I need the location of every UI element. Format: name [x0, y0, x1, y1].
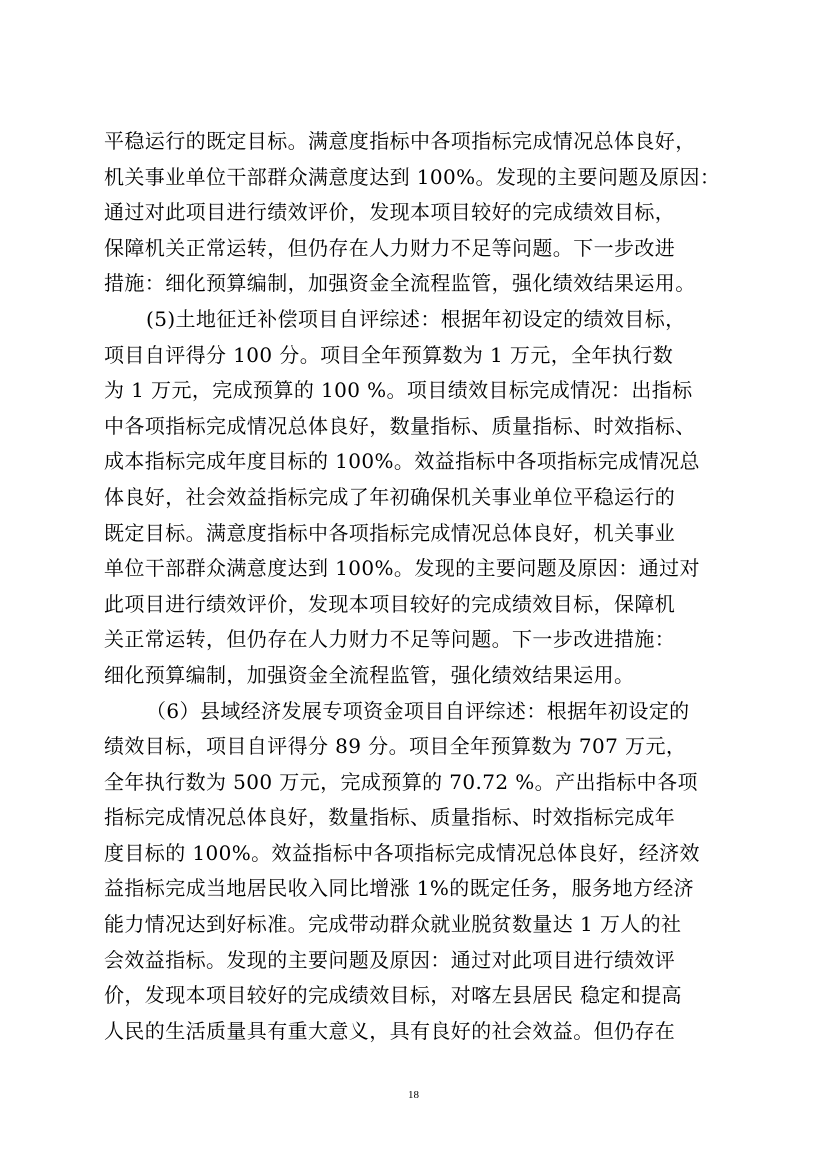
text-line: 成本指标完成年度目标的 100%。效益指标中各项指标完成情况总: [104, 449, 700, 474]
paragraph-start-line: (5)土地征迁补偿项目自评综述：根据年初设定的绩效目标，: [146, 306, 686, 331]
text-line: 细化预算编制，加强资金全流程监管，强化绩效结果运用。: [104, 662, 635, 687]
text-line: 人民的生活质量具有重大意义，具有良好的社会效益。但仍存在: [104, 1018, 676, 1043]
text-line: 平稳运行的既定目标。满意度指标中各项指标完成情况总体良好，: [104, 129, 696, 153]
paragraph-start-line: （6）县域经济发展专项资金项目自评综述：根据年初设定的: [146, 698, 690, 723]
text-line: 价，发现本项目较好的完成绩效目标，对喀左县居民 稳定和提高: [104, 983, 682, 1008]
text-line: 全年执行数为 500 万元，完成预算的 70.72 %。产出指标中各项: [104, 769, 698, 794]
text-line: 绩效目标，项目自评得分 89 分。项目全年预算数为 707 万元，: [104, 734, 687, 759]
text-line: 机关事业单位干部群众满意度达到 100%。发现的主要问题及原因：: [104, 164, 721, 189]
text-line: 单位干部群众满意度达到 100%。发现的主要问题及原因：通过对: [104, 556, 700, 581]
text-line: 通过对此项目进行绩效评价，发现本项目较好的完成绩效目标，: [104, 200, 676, 225]
text-line: 项目自评得分 100 分。项目全年预算数为 1 万元，全年执行数: [104, 342, 674, 367]
text-line: 会效益指标。发现的主要问题及原因：通过对此项目进行绩效评: [104, 947, 676, 972]
text-line: 此项目进行绩效评价，发现本项目较好的完成绩效目标，保障机: [104, 591, 676, 616]
text-line: 体良好，社会效益指标完成了年初确保机关事业单位平稳运行的: [104, 484, 676, 509]
text-line: 度目标的 100%。效益指标中各项指标完成情况总体良好，经济效: [104, 840, 700, 865]
text-line: 能力情况达到好标准。完成带动群众就业脱贫数量达 1 万人的社: [104, 912, 682, 937]
text-line: 指标完成情况总体良好，数量指标、质量指标、时效指标完成年: [104, 805, 676, 830]
text-line: 中各项指标完成情况总体良好，数量指标、质量指标、时效指标、: [104, 413, 696, 438]
text-line: 措施：细化预算编制，加强资金全流程监管，强化绩效结果运用。: [104, 271, 696, 296]
page-number: 18: [408, 1089, 419, 1101]
text-line: 益指标完成当地居民收入同比增涨 1%的既定任务，服务地方经济: [104, 876, 695, 901]
text-line: 保障机关正常运转，但仍存在人力财力不足等问题。下一步改进: [104, 235, 676, 260]
text-line: 关正常运转，但仍存在人力财力不足等问题。下一步改进措施：: [104, 627, 676, 652]
body-text: [104, 124, 744, 1049]
text-line: 既定目标。满意度指标中各项指标完成情况总体良好，机关事业: [104, 520, 676, 545]
text-line: 为 1 万元，完成预算的 100 %。项目绩效目标完成情况：出指标: [104, 378, 693, 403]
